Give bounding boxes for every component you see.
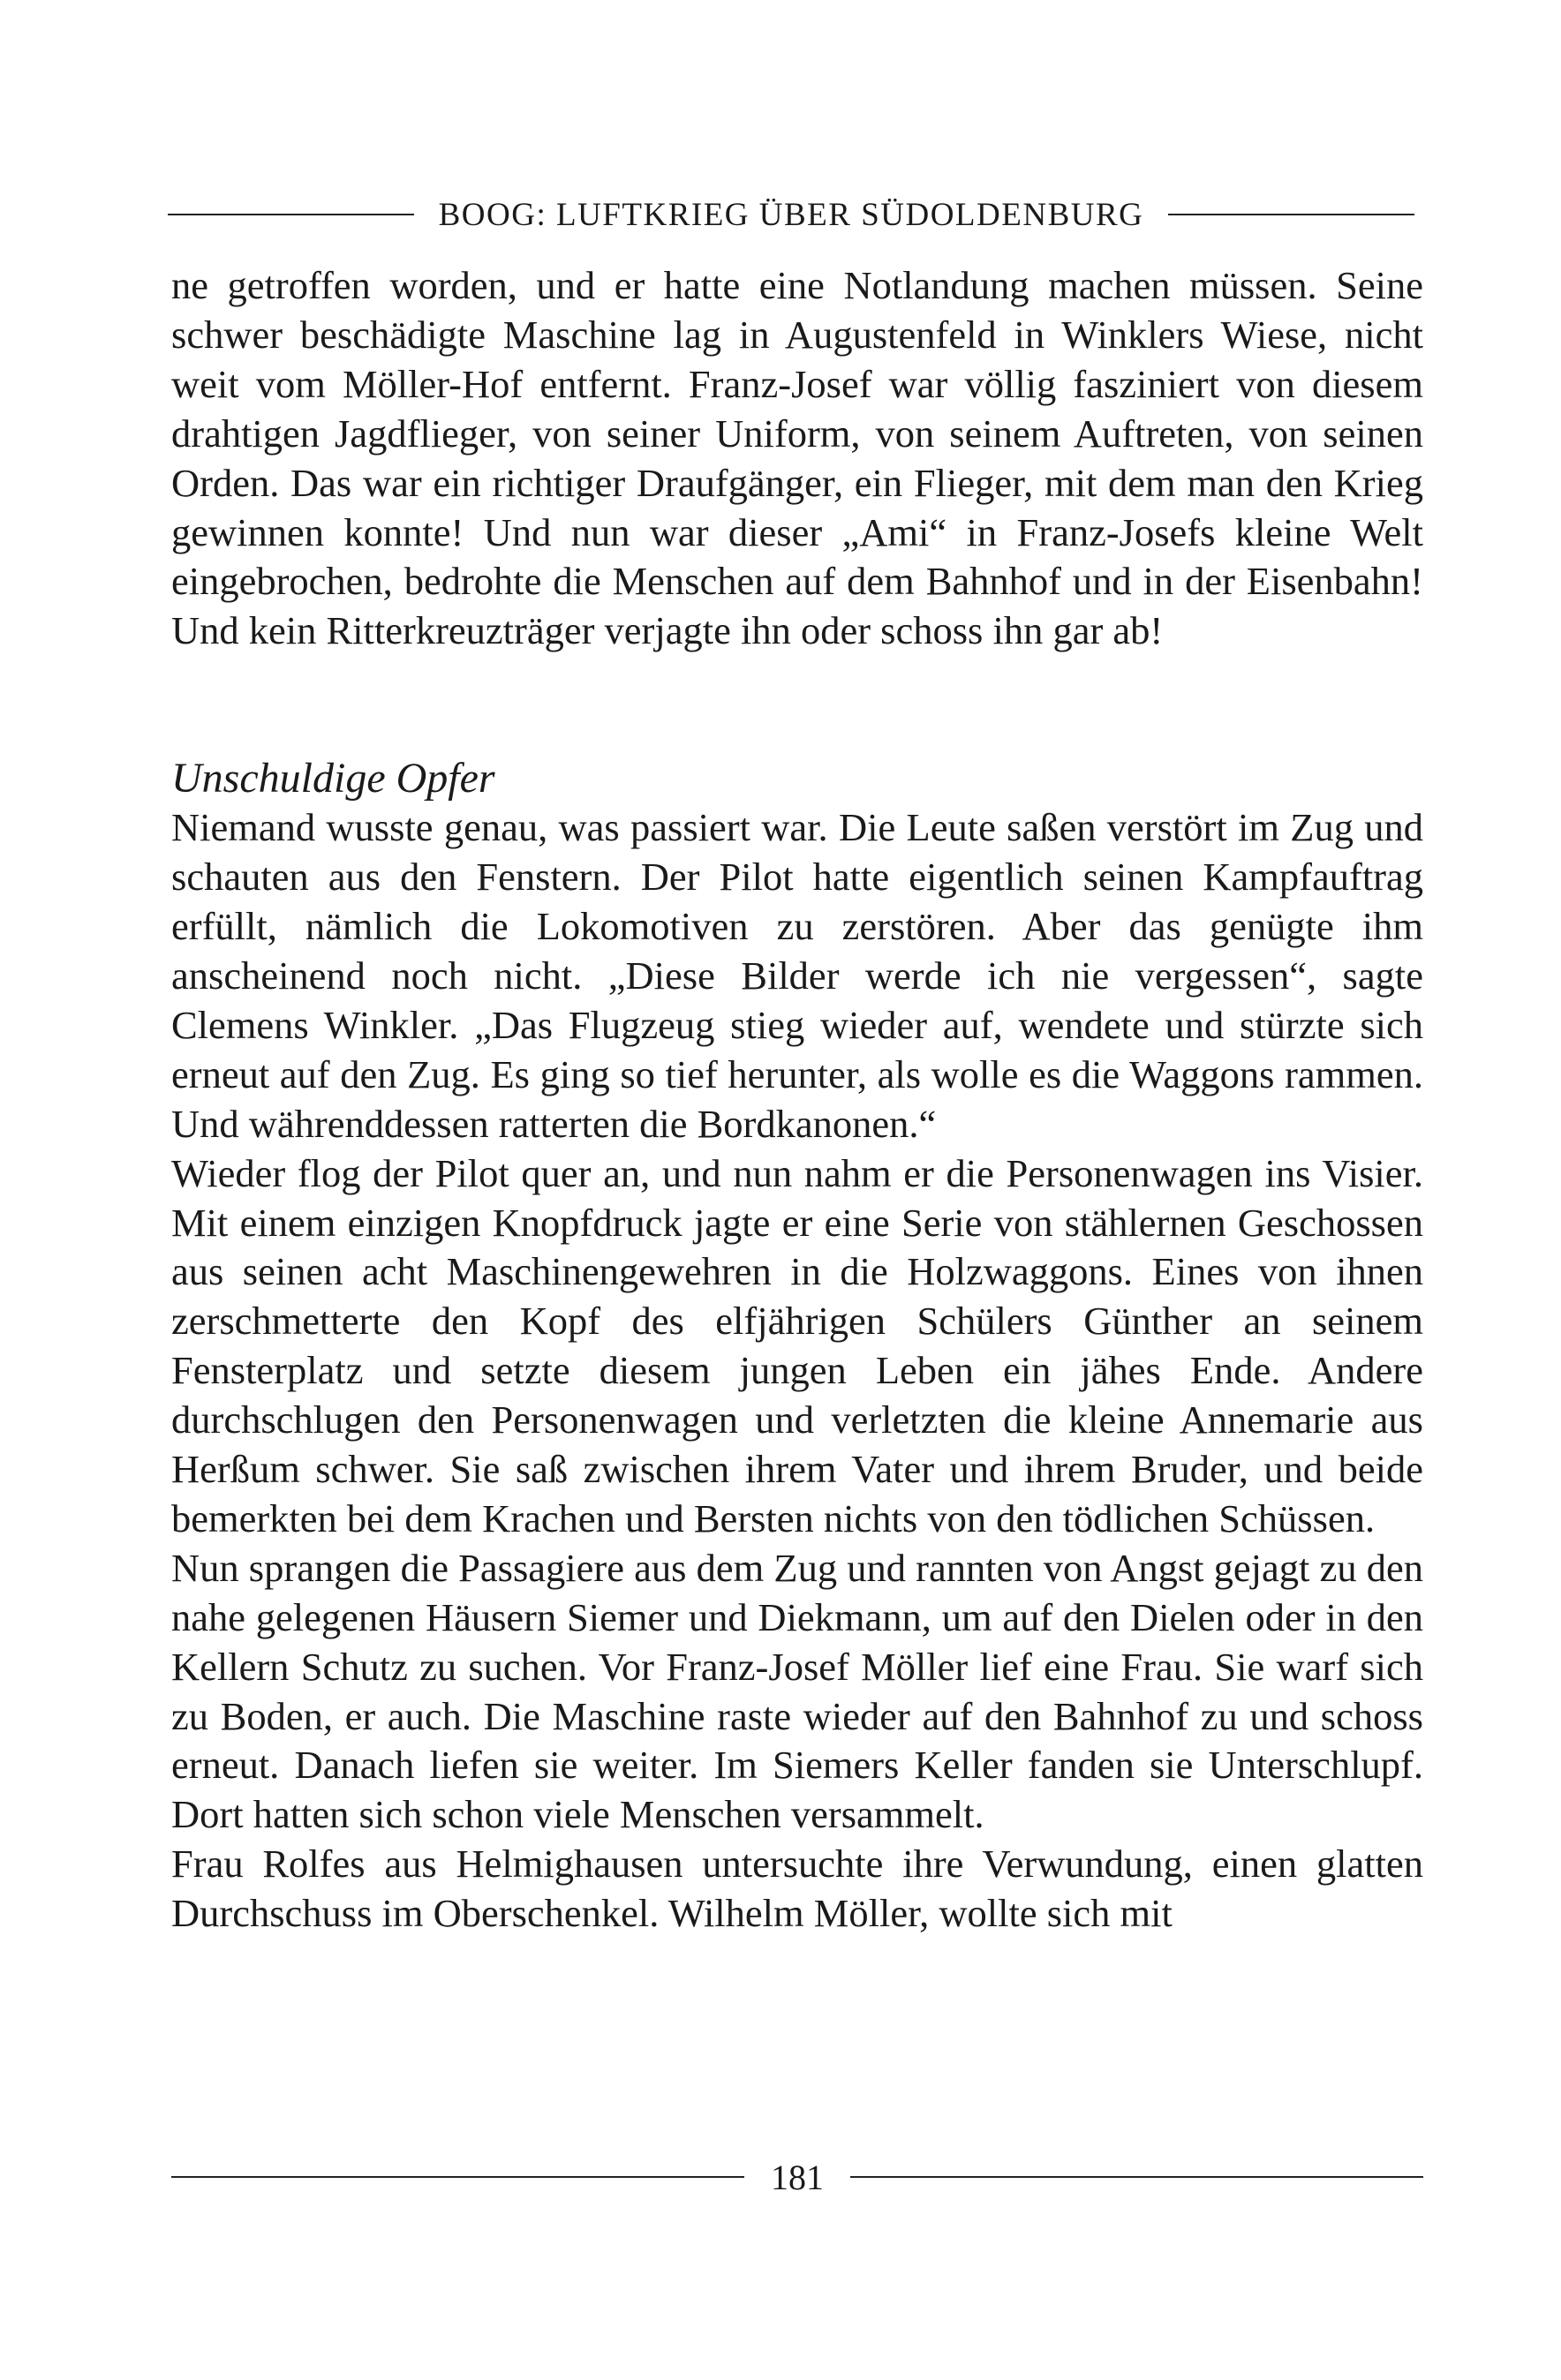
footer-rule-right <box>850 2176 1423 2178</box>
section-heading: Unschuldige Opfer <box>171 755 495 802</box>
paragraph: Niemand wusste genau, was passiert war. Die Leute saßen verstört im Zug und schauten aus den Fenstern. Der Pilot hatte eigentlich seinen Kampfauftrag erfüllt, nämlich die Lokomotiven zu zerstören. Aber das genügte ihm anscheinend noch nicht. „Diese Bilder werde ich nie vergessen“, sagte Clemens Winkler. „Das Flugzeug stieg wieder auf, wendete und stürzte sich erneut auf den Zug. Es ging so tief herunter, als wolle es die Waggons rammen. Und währenddessen ratterten die Bordkanonen.“ <box>171 805 1423 1146</box>
paragraph: Frau Rolfes aus Helmighausen untersuchte ihre Verwundung, einen glatten Durchschuss im Oberschenkel. Wilhelm Möller, wollte sich mit <box>171 1841 1423 1936</box>
paragraph-continued: ne getroffen worden, und er hatte eine Notlandung machen müssen. Seine schwer beschädigte Maschine lag in Augustenfeld in Winklers Wiese, nicht weit vom Möller-Hof entfernt. Franz-Josef war völlig fasziniert von diesem drahtigen Jagdflieger, von seiner Uniform, von seinem Auftreten, von seinen Orden. Das war ein richtiger Draufgänger, ein Flieger, mit dem man den Krieg gewinnen konnte! Und nun war dieser „Ami“ in Franz-Josefs kleine Welt eingebrochen, bedrohte die Menschen auf dem Bahnhof und in der Eisenbahn! Und kein Ritterkreuzträger verjagte ihn oder schoss ihn gar ab! <box>171 263 1423 653</box>
running-head <box>168 192 1414 237</box>
header-rule-left <box>168 214 414 215</box>
header-rule-right <box>1168 214 1414 215</box>
page-body <box>171 261 1423 1939</box>
paragraph: Wieder flog der Pilot quer an, und nun nahm er die Personenwagen ins Visier. Mit einem einzigen Knopfdruck jagte er eine Serie von stählernen Geschossen aus seinen acht Maschinengewehren in die Holzwaggons. Eines von ihnen zerschmetterte den Kopf des elfjährigen Schülers Günther an seinem Fensterplatz und setzte diesem jungen Leben ein jähes Ende. Andere durchschlugen den Personenwagen und verletzten die kleine Annemarie aus Herßum schwer. Sie saß zwischen ihrem Vater und ihrem Bruder, und beide bemerkten bei dem Krachen und Bersten nichts von den tödlichen Schüssen. <box>171 1150 1423 1540</box>
paragraph: Nun sprangen die Passagiere aus dem Zug und rannten von Angst gejagt zu den nahe gelegenen Häusern Siemer und Diekmann, um auf den Dielen oder in den Kellern Schutz zu suchen. Vor Franz-Josef Möller lief eine Frau. Sie warf sich zu Boden, er auch. Die Maschine raste wieder auf den Bahnhof zu und schoss erneut. Danach liefen sie weiter. Im Siemers Keller fanden sie Unterschlupf. Dort hatten sich schon viele Menschen versammelt. <box>171 1545 1423 1837</box>
page-footer <box>171 2152 1423 2202</box>
footer-rule-left <box>171 2176 744 2178</box>
running-title: BOOG: LUFTKRIEG ÜBER SÜDOLDENBURG <box>438 196 1144 233</box>
page-number: 181 <box>771 2157 824 2197</box>
